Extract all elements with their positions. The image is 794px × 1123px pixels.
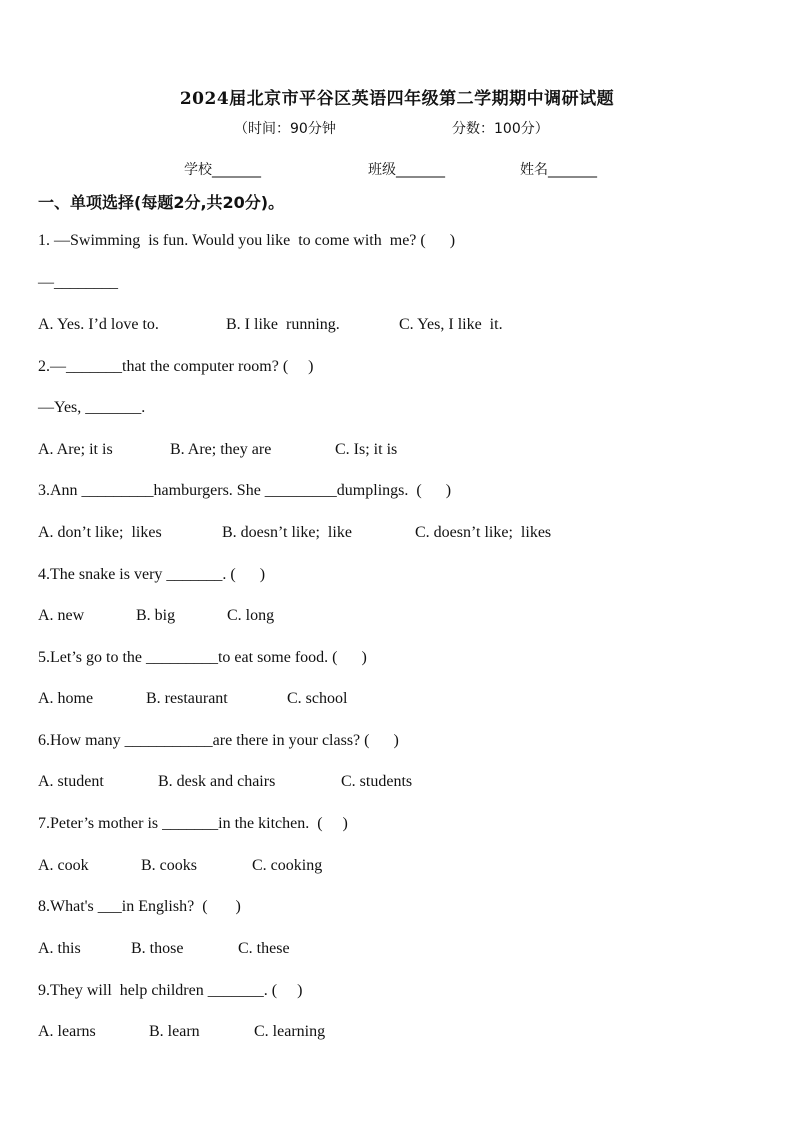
question-8-option-a: A. this: [38, 940, 81, 957]
question-1-extra: —________: [38, 274, 118, 291]
question-7-option-c: C. cooking: [252, 857, 323, 874]
question-3-stem: 3.Ann _________hamburgers. She _________dumplings. ( ): [38, 482, 452, 499]
question-1-option-b: B. I like running.: [226, 316, 340, 333]
question-2-option-c: C. Is; it is: [335, 441, 398, 458]
question-1-stem: 1. —Swimming is fun. Would you like to come with me? ( ): [38, 232, 456, 249]
question-9-option-c: C. learning: [254, 1023, 326, 1040]
question-6-option-c: C. students: [341, 773, 413, 790]
class-field: 班级_______: [368, 162, 445, 178]
school-field: 学校_______: [184, 162, 261, 178]
question-4-option-b: B. big: [136, 607, 176, 624]
question-8-option-c: C. these: [238, 940, 290, 957]
question-2-extra: —Yes, _______.: [38, 399, 146, 416]
question-4-option-c: C. long: [227, 607, 275, 624]
question-3-option-c: C. doesn’t like; likes: [415, 524, 552, 541]
question-4-stem: 4.The snake is very _______. ( ): [38, 566, 266, 583]
question-5-stem: 5.Let’s go to the _________to eat some food. ( ): [38, 649, 367, 666]
question-1-option-c: C. Yes, I like it.: [399, 316, 503, 333]
question-4-option-a: A. new: [38, 607, 85, 624]
question-5-option-b: B. restaurant: [146, 690, 228, 707]
question-2-stem: 2.—_______that the computer room? ( ): [38, 358, 314, 375]
question-3-option-a: A. don’t like; likes: [38, 524, 162, 541]
question-6-stem: 6.How many ___________are there in your class? ( ): [38, 732, 399, 749]
question-6-option-b: B. desk and chairs: [158, 773, 276, 790]
question-7-stem: 7.Peter’s mother is _______in the kitchen. ( ): [38, 815, 348, 832]
question-1-option-a: A. Yes. I’d love to.: [38, 316, 159, 333]
section-title: 一、单项选择(每题2分,共20分)。: [38, 193, 285, 212]
question-3-option-b: B. doesn’t like; like: [222, 524, 352, 541]
question-6-option-a: A. student: [38, 773, 104, 790]
question-9-stem: 9.They will help children _______. ( ): [38, 982, 303, 999]
question-2-option-b: B. Are; they are: [170, 441, 272, 458]
question-8-stem: 8.What's ___in English? ( ): [38, 898, 241, 915]
question-8-option-b: B. those: [131, 940, 184, 957]
question-9-option-b: B. learn: [149, 1023, 200, 1040]
name-field: 姓名_______: [520, 162, 597, 178]
question-7-option-a: A. cook: [38, 857, 89, 874]
exam-score: 分数：100分）: [452, 121, 549, 137]
question-5-option-c: C. school: [287, 690, 348, 707]
question-2-option-a: A. Are; it is: [38, 441, 113, 458]
question-9-option-a: A. learns: [38, 1023, 96, 1040]
question-7-option-b: B. cooks: [141, 857, 197, 874]
document-title: 2024届北京市平谷区英语四年级第二学期期中调研试题: [179, 89, 615, 109]
question-5-option-a: A. home: [38, 690, 94, 707]
exam-time: （时间：90分钟: [234, 121, 336, 137]
